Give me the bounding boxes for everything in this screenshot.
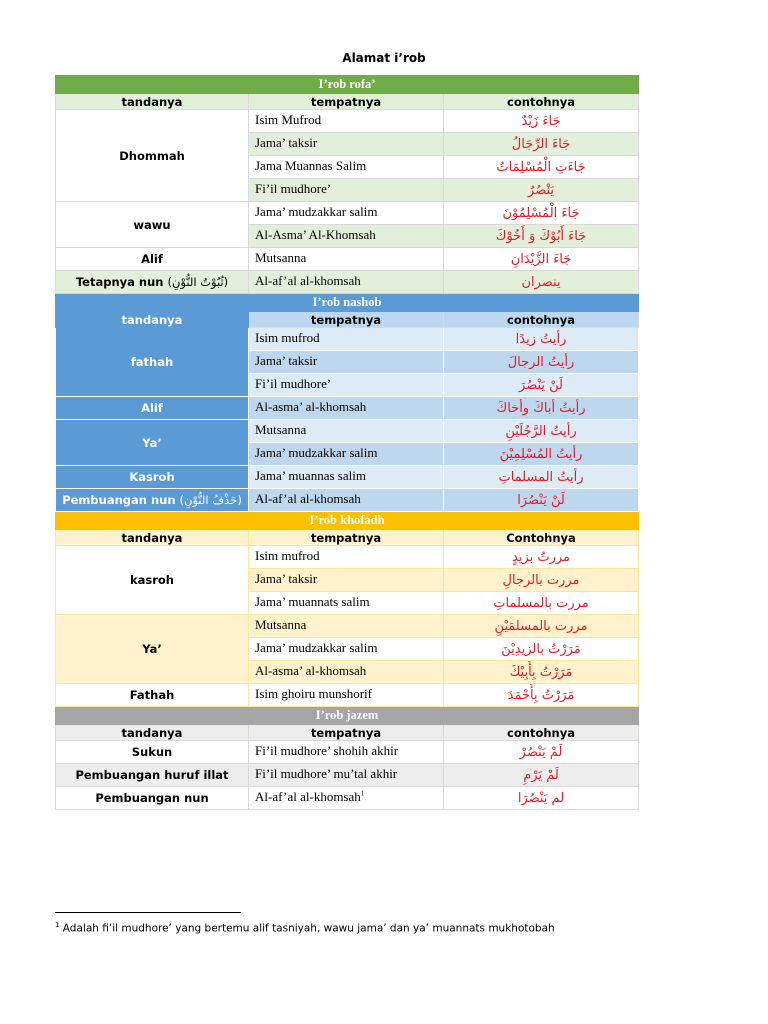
table-row — [56, 328, 639, 351]
footnote — [55, 921, 715, 935]
column-header-tandanya: tandanya — [56, 312, 249, 328]
tempat-cell: Jama’ mudzakkar salim — [249, 202, 444, 225]
section-title: I’rob rofa’ — [56, 76, 639, 94]
tempat-text: Al-af’al al-khomsah — [255, 789, 361, 804]
contoh-cell: رأيتُ زيدًا — [444, 328, 639, 351]
tanda-arabic: (ثُبُوْتُ النُّوْنِ) — [167, 275, 229, 289]
tempat-cell: Isim Mufrod — [249, 110, 444, 133]
tanda-cell: Alif — [56, 248, 249, 271]
table-row — [56, 420, 639, 443]
table-row — [56, 489, 639, 512]
section-title: I’rob jazem — [56, 707, 639, 725]
tanda-cell: Ya’ — [56, 615, 249, 684]
footnote-text: Adalah fi’il mudhore’ yang bertemu alif tasniyah, wawu jama’ dan ya’ muannats mukhotobah — [59, 922, 555, 935]
contoh-cell: رأيتُ المسلماتِ — [444, 466, 639, 489]
section-rofa — [56, 76, 639, 294]
tempat-cell: Isim mufrod — [249, 328, 444, 351]
contoh-cell: جَاءَ زَيْدٌ — [444, 110, 639, 133]
column-header-contohnya: Contohnya — [444, 530, 639, 546]
tempat-cell: Jama’ mudzakkar salim — [249, 638, 444, 661]
table-row — [56, 271, 639, 294]
contoh-cell: جَاءَ الزَّيْدَانِ — [444, 248, 639, 271]
tanda-arabic: (حَذْفُ النُّوْنِ) — [179, 493, 242, 507]
tanda-label: Pembuangan nun — [62, 493, 176, 507]
section-title: I’rob khofadh — [56, 512, 639, 530]
column-header-tempatnya: tempatnya — [249, 312, 444, 328]
tanda-cell — [56, 271, 249, 294]
tanda-cell: Sukun — [56, 741, 249, 764]
contoh-cell: مررت بالرجالِ — [444, 569, 639, 592]
tempat-cell: Mutsanna — [249, 248, 444, 271]
contoh-cell: جَاءَ أَبُوْكَ وَ أَخُوْكَ — [444, 225, 639, 248]
tempat-cell — [249, 787, 444, 810]
contoh-cell: جَاءَتِ الْمُسْلِمَاتُ — [444, 156, 639, 179]
tempat-cell: Jama’ mudzakkar salim — [249, 443, 444, 466]
contoh-cell: لَنْ يَنْصُرَ — [444, 374, 639, 397]
tanda-cell: Dhommah — [56, 110, 249, 202]
column-header-tempatnya: tempatnya — [249, 530, 444, 546]
column-header-tempatnya: tempatnya — [249, 94, 444, 110]
tanda-label: Tetapnya nun — [75, 275, 164, 289]
tanda-cell: wawu — [56, 202, 249, 248]
table-row — [56, 110, 639, 133]
table-row — [56, 615, 639, 638]
tanda-cell: Pembuangan huruf illat — [56, 764, 249, 787]
footnote-ref[interactable]: 1 — [360, 789, 365, 798]
section-khofadh — [56, 512, 639, 707]
tanda-cell — [56, 489, 249, 512]
contoh-cell: مررت بالمسلمَيْنِ — [444, 615, 639, 638]
footnote-number: 1 — [55, 921, 60, 929]
tempat-cell: Fi’il mudhore’ — [249, 374, 444, 397]
column-header-tempatnya: tempatnya — [249, 725, 444, 741]
contoh-cell: يَنْصُرُ — [444, 179, 639, 202]
table-row — [56, 546, 639, 569]
tempat-cell: Isim mufrod — [249, 546, 444, 569]
tempat-cell: Fi’il mudhore’ mu’tal akhir — [249, 764, 444, 787]
contoh-cell: جَاءَ الرِّجَالُ — [444, 133, 639, 156]
contoh-cell: مررتُ بزيدٍ — [444, 546, 639, 569]
tanda-cell: Ya’ — [56, 420, 249, 466]
contoh-cell: رأيتُ المُسْلِمِيْنَ — [444, 443, 639, 466]
table-row — [56, 248, 639, 271]
tempat-cell: Jama’ muannats salim — [249, 592, 444, 615]
table-row — [56, 397, 639, 420]
tanda-cell: Alif — [56, 397, 249, 420]
contoh-cell: مَرَرْتُ بالزيدِيْنَ — [444, 638, 639, 661]
tempat-cell: Jama’ muannas salim — [249, 466, 444, 489]
contoh-cell: لَمْ يَرْمِ — [444, 764, 639, 787]
contoh-cell: مررت بالمسلماتِ — [444, 592, 639, 615]
column-header-tandanya: tandanya — [56, 725, 249, 741]
table-row — [56, 202, 639, 225]
tanda-cell: kasroh — [56, 546, 249, 615]
table-row — [56, 764, 639, 787]
contoh-cell: ينصران — [444, 271, 639, 294]
table-row — [56, 466, 639, 489]
section-title: I’rob nashob — [56, 294, 639, 312]
contoh-cell: لَمْ يَنْصُرْ — [444, 741, 639, 764]
footnote-separator — [55, 912, 241, 913]
tempat-cell: Mutsanna — [249, 615, 444, 638]
contoh-cell: لم يَنْصُرَا — [444, 787, 639, 810]
tempat-cell: Al-af’al al-khomsah — [249, 271, 444, 294]
tempat-cell: Al-asma’ al-khomsah — [249, 397, 444, 420]
column-header-contohnya: contohnya — [444, 94, 639, 110]
page-title: Alamat i’rob — [342, 51, 426, 65]
irob-table — [55, 75, 639, 810]
contoh-cell: رأيتُ الرَّجُلَيْنِ — [444, 420, 639, 443]
contoh-cell: مَرَرْتُ بِأَحْمَدَ — [444, 684, 639, 707]
tempat-cell: Al-asma’ al-khomsah — [249, 661, 444, 684]
contoh-cell: مَرَرْتُ بِأَبِيْكَ — [444, 661, 639, 684]
tempat-cell: Al-af’al al-khomsah — [249, 489, 444, 512]
tempat-cell: Jama’ taksir — [249, 569, 444, 592]
tanda-cell: Pembuangan nun — [56, 787, 249, 810]
contoh-cell: رأيتُ الرجالَ — [444, 351, 639, 374]
tanda-cell: fathah — [56, 328, 249, 397]
tempat-cell: Mutsanna — [249, 420, 444, 443]
contoh-cell: رأيتُ أباكَ وأخاكَ — [444, 397, 639, 420]
section-nashob — [56, 294, 639, 512]
tempat-cell: Jama Muannas Salim — [249, 156, 444, 179]
table-row — [56, 787, 639, 810]
column-header-contohnya: contohnya — [444, 312, 639, 328]
table-row — [56, 741, 639, 764]
tempat-cell: Al-Asma’ Al-Khomsah — [249, 225, 444, 248]
column-header-tandanya: tandanya — [56, 94, 249, 110]
tempat-cell: Fi’il mudhore’ shohih akhir — [249, 741, 444, 764]
column-header-tandanya: tandanya — [56, 530, 249, 546]
tempat-cell: Fi’il mudhore’ — [249, 179, 444, 202]
tempat-cell: Jama’ taksir — [249, 351, 444, 374]
tempat-cell: Isim ghoiru munshorif — [249, 684, 444, 707]
tanda-cell: Kasroh — [56, 466, 249, 489]
contoh-cell: لَنْ يَنْصُرَا — [444, 489, 639, 512]
tanda-cell: Fathah — [56, 684, 249, 707]
table-row — [56, 684, 639, 707]
section-jazem — [56, 707, 639, 810]
column-header-contohnya: contohnya — [444, 725, 639, 741]
contoh-cell: جَاءَ الْمُسْلِمُوْنَ — [444, 202, 639, 225]
tempat-cell: Jama’ taksir — [249, 133, 444, 156]
